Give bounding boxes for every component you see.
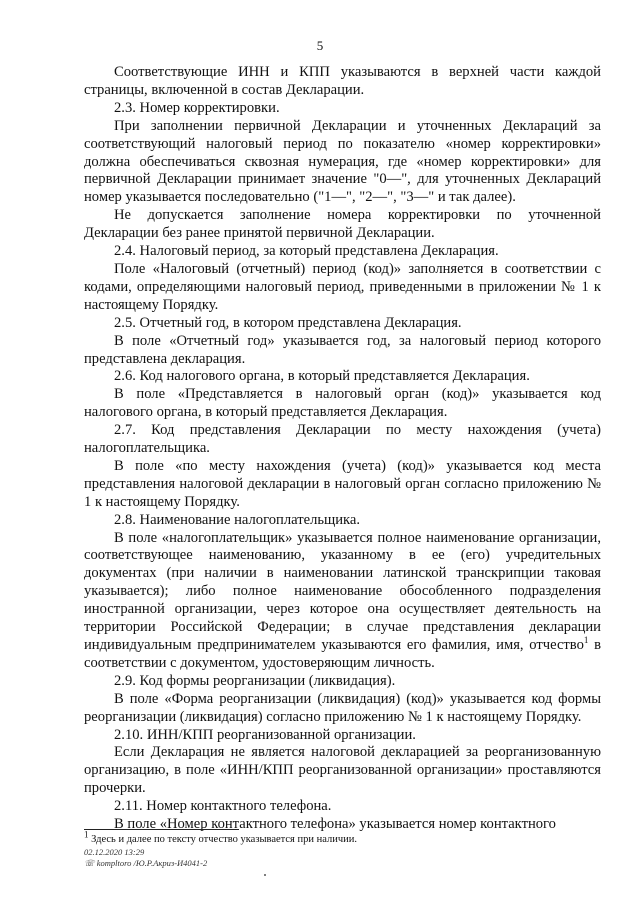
paragraph-text: 2.7. Код представления Декларации по месту нахождения (учета) налогоплательщика. bbox=[84, 422, 601, 457]
section-heading bbox=[84, 673, 601, 691]
paragraph bbox=[84, 64, 601, 100]
footnote-reference: 1 bbox=[583, 635, 589, 646]
document-stamp bbox=[84, 847, 207, 868]
paragraph-text: 2.10. ИНН/КПП реорганизованной организации. bbox=[114, 726, 416, 743]
paragraph-text: Поле «Налоговый (отчетный) период (код)» заполняется в соответствии с кодами, определяющими налоговый период, приведенными в приложении № 1 к настоящему Порядку. bbox=[84, 260, 601, 313]
stamp-date: 02.12.2020 13:29 bbox=[84, 847, 145, 857]
section-heading bbox=[84, 422, 601, 458]
paragraph bbox=[84, 386, 601, 422]
paragraph bbox=[84, 333, 601, 369]
paragraph-text: В поле «налогоплательщик» указывается полное наименование организации, соответствующее наименованию, указанному в ее (его) учредительных документах (при наличии в наименовании латинской транскрипции таковая указывается); либо полное наименование обособленного подразделения иностранной организации, через которое она осуществляет деятельность на территории Российской Федерации; в случае представления декларации индивидуальным предпринимателем указываются его фамилия, имя, отчество bbox=[84, 529, 601, 653]
paragraph bbox=[84, 207, 601, 243]
paragraph-text: В поле «Представляется в налоговый орган (код)» указывается код налогового органа, в который представляется Декларация. bbox=[84, 386, 601, 421]
paragraph-text: В поле «Отчетный год» указывается год, за налоговый период которого представлена декларация. bbox=[84, 332, 601, 367]
paragraph-text: В поле «Номер контактного телефона» указывается номер контактного bbox=[114, 816, 556, 833]
paragraph-text: Не допускается заполнение номера корректировки по уточненной Декларации без ранее принятой первичной Декларации. bbox=[84, 207, 601, 242]
section-heading bbox=[84, 368, 601, 386]
paragraph bbox=[84, 261, 601, 315]
stamp-author: ☏ kompltoro /Ю.Р.Акриз-И4041-2 bbox=[84, 857, 208, 868]
paragraph bbox=[84, 816, 601, 834]
footnote-separator bbox=[84, 829, 239, 830]
footnote-text: Здесь и далее по тексту отчество указывается при наличии. bbox=[88, 834, 357, 845]
section-heading bbox=[84, 243, 601, 261]
paragraph-text: Соответствующие ИНН и КПП указываются в верхней части каждой страницы, включенной в состав Декларации. bbox=[84, 64, 601, 98]
paragraph-text: 2.8. Наименование налогоплательщика. bbox=[114, 511, 361, 528]
paragraph-text: 2.3. Номер корректировки. bbox=[114, 99, 280, 116]
paragraph-text: 2.9. Код формы реорганизации (ликвидация). bbox=[114, 672, 396, 689]
footnote bbox=[84, 829, 604, 846]
paragraph-text: 2.5. Отчетный год, в котором представлена Декларация. bbox=[114, 314, 462, 331]
footnote-marker: 1 bbox=[84, 829, 89, 840]
scan-dot bbox=[264, 874, 266, 876]
paragraph bbox=[84, 118, 601, 208]
paragraph-text: При заполнении первичной Декларации и уточненных Деклараций за соответствующий налоговый период по показателю «номер корректировки» должна обеспечиваться сквозная нумерация, где «номер корректировки» для первичной Декларации принимает значение "0—", для уточненных Деклараций номер указывается последовательно ("1—", "2—", "3—" и так далее). bbox=[84, 117, 601, 206]
paragraph bbox=[84, 530, 601, 673]
paragraph-text: 2.11. Номер контактного телефона. bbox=[114, 798, 332, 815]
section-heading bbox=[84, 798, 601, 816]
paragraph bbox=[84, 691, 601, 727]
paragraph-text: В поле «по месту нахождения (учета) (код)» указывается код места представления налоговой декларации в налоговый орган согласно приложению № 1 к настоящему Порядку. bbox=[84, 457, 601, 510]
paragraph-text: В поле «Форма реорганизации (ликвидация) (код)» указывается код формы реорганизации (ликвидация) согласно приложению № 1 к настоящему Порядку. bbox=[84, 690, 601, 725]
page-number: 5 bbox=[316, 38, 324, 53]
paragraph bbox=[84, 458, 601, 512]
section-heading bbox=[84, 727, 601, 745]
paragraph-text: 2.6. Код налогового органа, в который представляется Декларация. bbox=[114, 368, 530, 385]
section-heading bbox=[84, 100, 601, 118]
paragraph-text: 2.4. Налоговый период, за который представлена Декларация. bbox=[114, 243, 499, 260]
section-heading bbox=[84, 315, 601, 333]
paragraph-text-tail: в соответствии с документом, удостоверяющим личность. bbox=[84, 637, 601, 671]
section-heading bbox=[84, 512, 601, 530]
paragraph-text: Если Декларация не является налоговой декларацией за реорганизованную организацию, в поле «ИНН/КПП реорганизованной организации» проставляются прочерки. bbox=[84, 744, 601, 797]
paragraph bbox=[84, 744, 601, 798]
document-body bbox=[84, 64, 601, 834]
